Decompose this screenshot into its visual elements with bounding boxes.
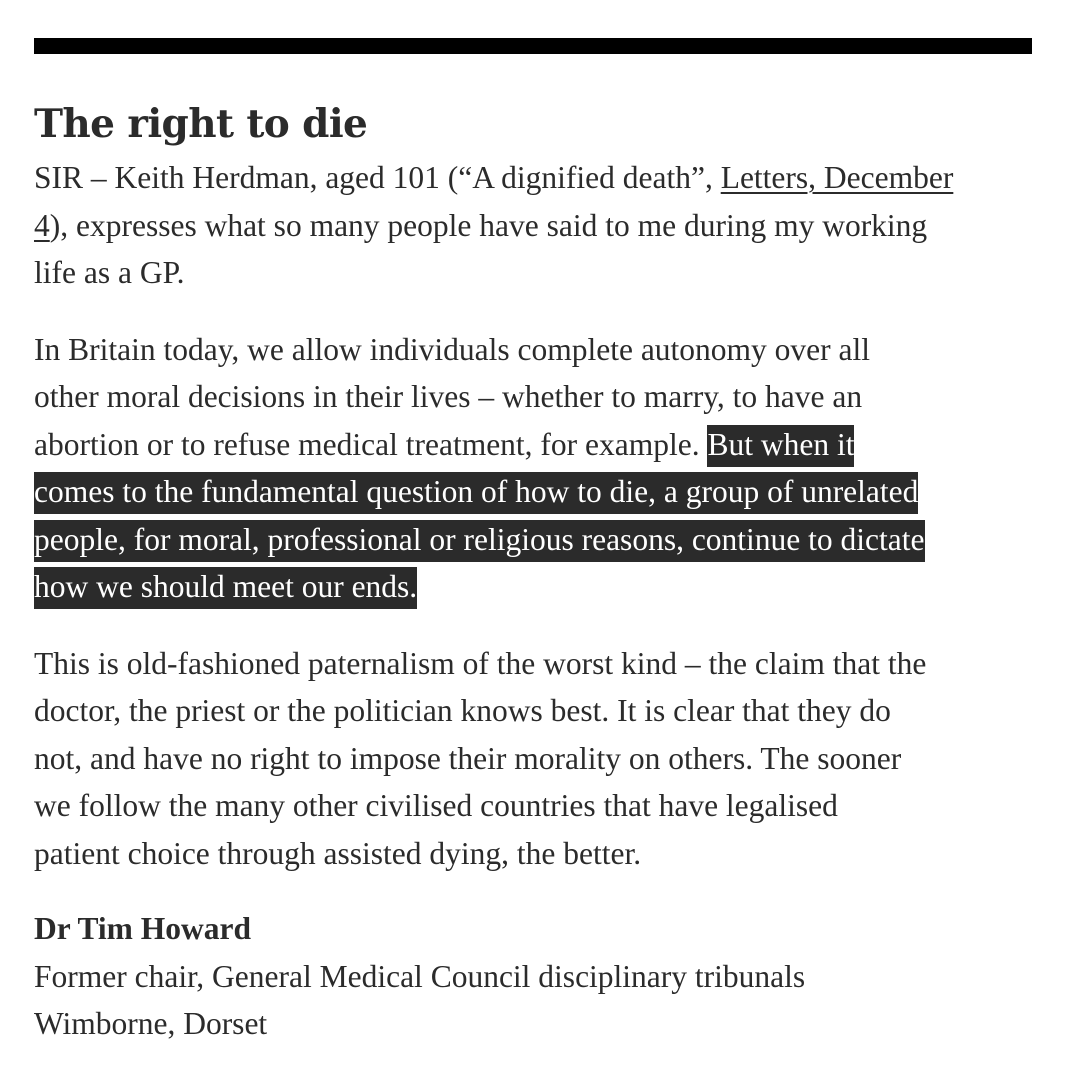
paragraph-2-plain-text: abortion or to refuse medical treatment, for example. [34,426,708,462]
highlighted-text-selection[interactable]: how we should meet our ends. [34,567,417,609]
paragraph-1 [34,154,1034,297]
paragraph-2-line-1: In Britain today, we allow individuals complete autonomy over all [34,331,871,367]
paragraph-2-line-5 [34,516,1034,564]
letters-december-4-link-part-2[interactable]: 4 [34,207,50,243]
paragraph-2 [34,326,1034,611]
paragraph-3-line-1: This is old-fashioned paternalism of the worst kind – the claim that the [34,645,927,681]
paragraph-1-line-1 [34,154,1034,202]
paragraph-2-line-2: other moral decisions in their lives – whether to marry, to have an [34,379,863,414]
highlighted-text-selection[interactable]: But when it [707,425,854,467]
paragraph-1-text-after-link: ), expresses what so many people have said to me during my working [49,207,928,243]
letters-december-4-link-part-1[interactable]: Letters, December [720,160,954,195]
author-role: Former chair, General Medical Council disciplinary tribunals [34,958,806,994]
author-name: Dr Tim Howard [34,911,252,946]
highlighted-text-selection[interactable]: people, for moral, professional or religious reasons, continue to dictate [34,520,925,562]
letter-title: The right to die [34,101,368,147]
author-location: Wimborne, Dorset [34,1006,268,1041]
paragraph-3-line-4: we follow the many other civilised countries that have legalised [34,788,838,823]
letter-signoff [34,905,1034,1048]
paragraph-3 [34,640,1034,878]
paragraph-2-line-6 [34,563,1034,611]
paragraph-3-line-3: not, and have no right to impose their morality on others. The sooner [34,740,902,776]
paragraph-2-line-3 [34,421,1034,469]
paragraph-3-line-5: patient choice through assisted dying, the better. [34,835,642,871]
paragraph-2-line-4 [34,468,1034,516]
highlighted-text-selection[interactable]: comes to the fundamental question of how to die, a group of unrelated [34,472,918,514]
letter-article [34,38,1034,1048]
paragraph-1-line-3: life as a GP. [34,255,185,290]
paragraph-1-text-before-link: SIR – Keith Herdman, aged 101 (“A dignified death”, [34,160,721,195]
top-divider-rule [34,38,1032,54]
paragraph-3-line-2: doctor, the priest or the politician knows best. It is clear that they do [34,693,891,728]
paragraph-1-line-2 [34,202,1034,250]
